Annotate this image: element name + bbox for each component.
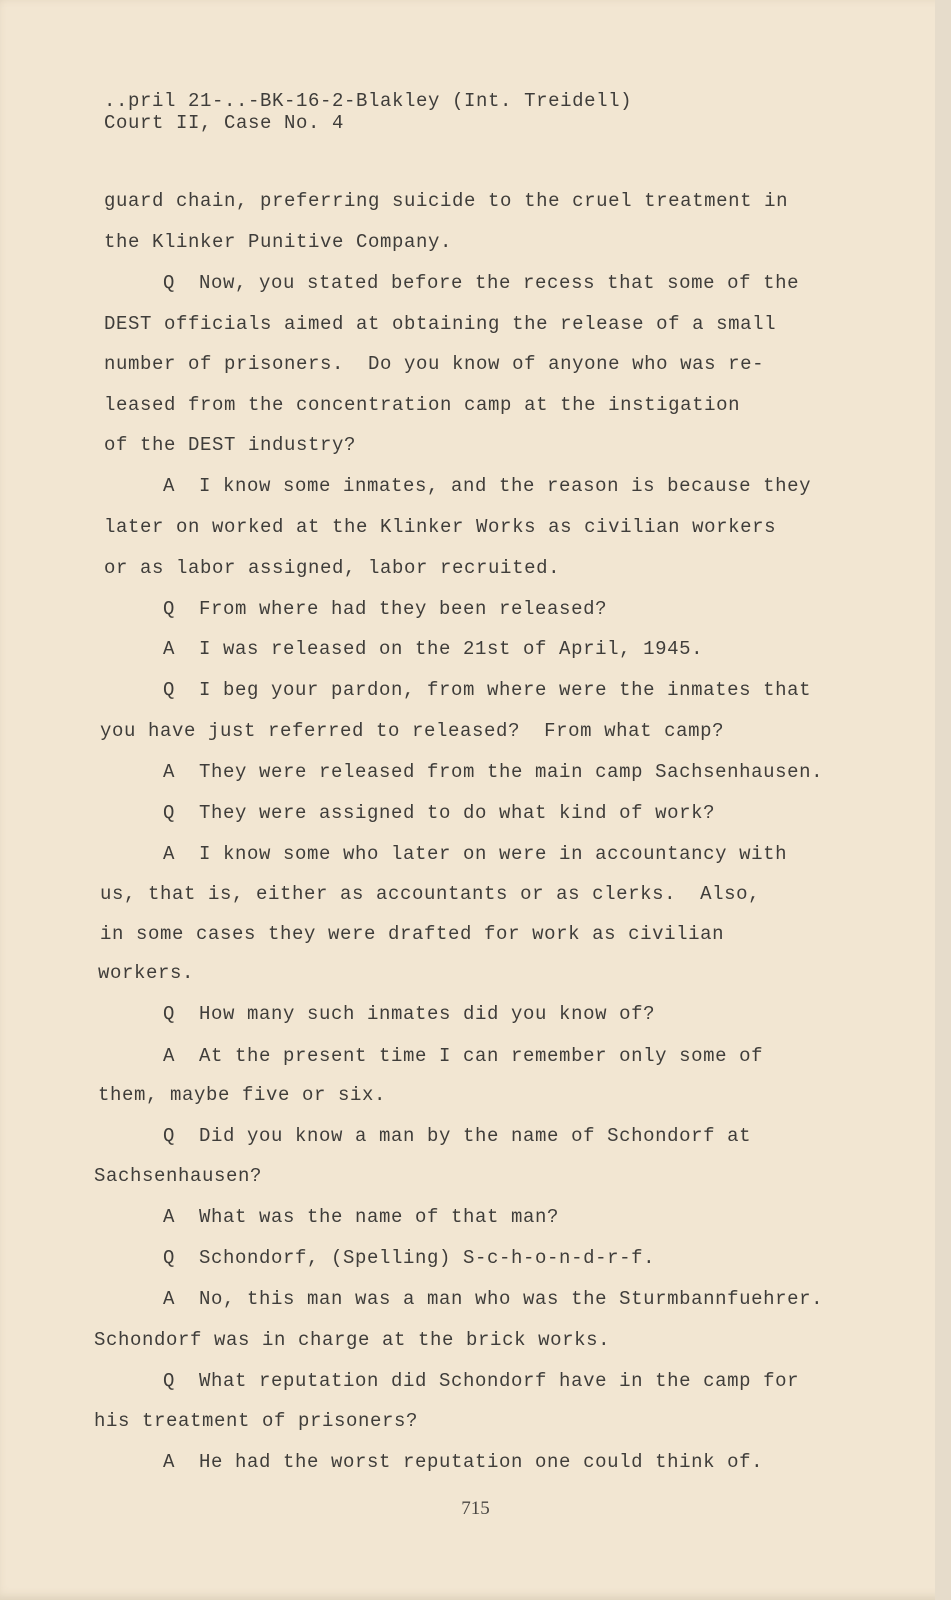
text-line: Schondorf was in charge at the brick works. [94, 1329, 611, 1351]
text-line: number of prisoners. Do you know of anyone who was re- [104, 353, 765, 375]
text-line: us, that is, either as accountants or as clerks. Also, [100, 883, 761, 905]
page-number: 715 [461, 1498, 490, 1519]
question-line: Q What reputation did Schondorf have in the camp for [163, 1370, 800, 1392]
page-edge-shadow [935, 0, 951, 1600]
question-line: Q How many such inmates did you know of? [163, 1003, 656, 1025]
answer-line: A At the present time I can remember only some of [163, 1045, 764, 1067]
question-line: Q Now, you stated before the recess that some of the [163, 272, 800, 294]
text-line: his treatment of prisoners? [94, 1410, 419, 1432]
answer-line: A They were released from the main camp Sachsenhausen. [163, 761, 824, 783]
question-line: Q Schondorf, (Spelling) S-c-h-o-n-d-r-f. [163, 1247, 656, 1269]
answer-line: A I know some inmates, and the reason is because they [163, 475, 812, 497]
question-line: Q From where had they been released? [163, 598, 608, 620]
question-line: Q I beg your pardon, from where were the inmates that [163, 679, 812, 701]
text-line: workers. [98, 962, 195, 984]
answer-line: A I was released on the 21st of April, 1945. [163, 638, 704, 660]
header-line-1: ..pril 21-..-BK-16-2-Blakley (Int. Treidell) [104, 90, 633, 112]
text-line: DEST officials aimed at obtaining the release of a small [104, 313, 777, 335]
text-line: them, maybe five or six. [98, 1084, 387, 1106]
answer-line: A What was the name of that man? [163, 1206, 560, 1228]
text-line: later on worked at the Klinker Works as civilian workers [104, 516, 777, 538]
text-line: Sachsenhausen? [94, 1165, 263, 1187]
header-line-2: Court II, Case No. 4 [104, 112, 345, 134]
answer-line: A He had the worst reputation one could think of. [163, 1451, 764, 1473]
text-line: or as labor assigned, labor recruited. [104, 557, 561, 579]
answer-line: A I know some who later on were in accountancy with [163, 843, 788, 865]
question-line: Q They were assigned to do what kind of work? [163, 802, 716, 824]
text-line: in some cases they were drafted for work as civilian [100, 923, 725, 945]
text-line: of the DEST industry? [104, 434, 357, 456]
text-line: you have just referred to released? From what camp? [100, 720, 725, 742]
header [104, 90, 632, 134]
text-line: the Klinker Punitive Company. [104, 231, 453, 253]
text-line: guard chain, preferring suicide to the cruel treatment in [104, 190, 789, 212]
answer-line: A No, this man was a man who was the Sturmbannfuehrer. [163, 1288, 824, 1310]
text-line: leased from the concentration camp at the instigation [104, 394, 741, 416]
question-line: Q Did you know a man by the name of Schondorf at [163, 1125, 752, 1147]
